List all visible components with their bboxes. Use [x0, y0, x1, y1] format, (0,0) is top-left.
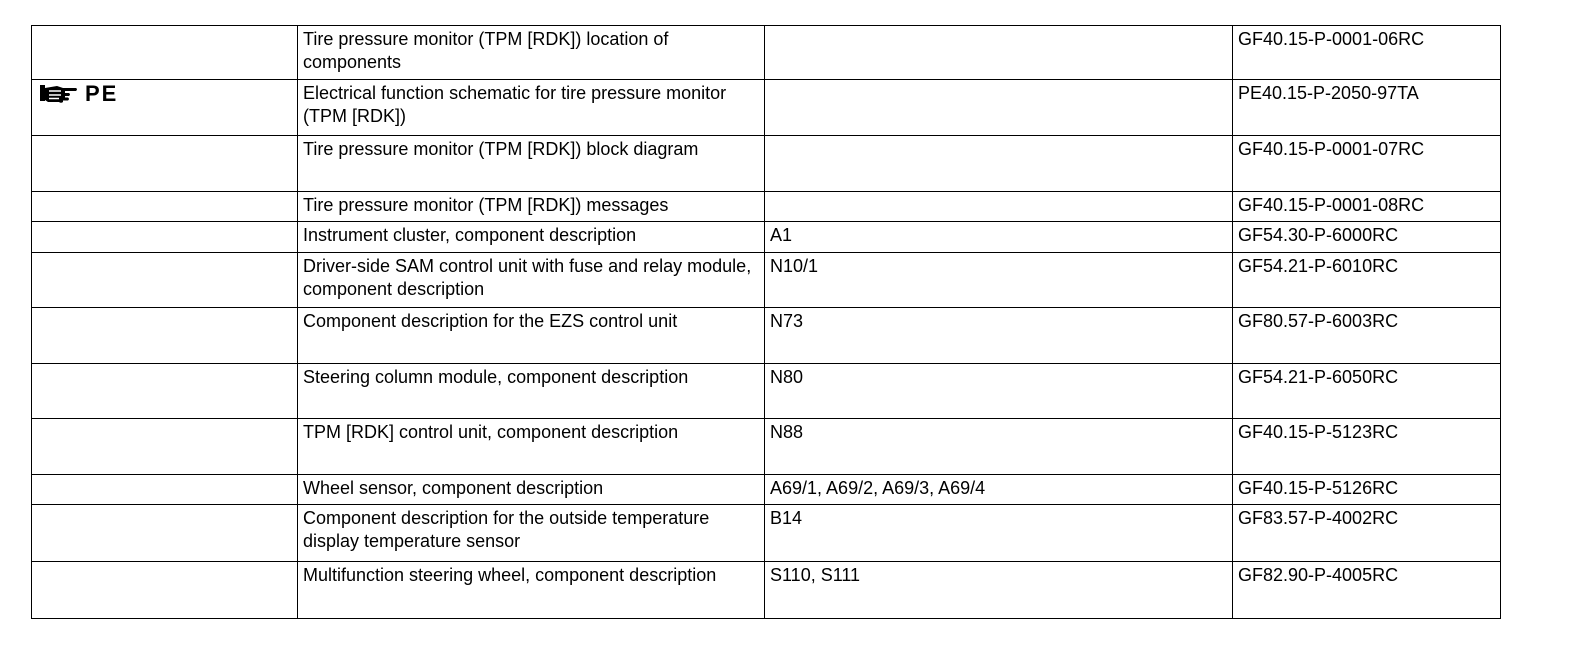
document-cell[interactable]: GF54.21-P-6010RC	[1233, 253, 1501, 308]
document-cell[interactable]: GF40.15-P-5123RC	[1233, 419, 1501, 475]
marker-cell	[32, 253, 298, 308]
table-row	[32, 475, 1501, 505]
marker-cell	[32, 192, 298, 222]
marker-cell	[32, 419, 298, 475]
table-row	[32, 562, 1501, 619]
table-row	[32, 136, 1501, 192]
document-cell[interactable]: GF83.57-P-4002RC	[1233, 505, 1501, 562]
document-cell[interactable]: GF40.15-P-0001-08RC	[1233, 192, 1501, 222]
component-cell: N10/1	[765, 253, 1233, 308]
title-cell: Steering column module, component description	[298, 364, 765, 419]
document-cell[interactable]: GF40.15-P-0001-07RC	[1233, 136, 1501, 192]
marker-cell	[32, 562, 298, 619]
pe-marker[interactable]	[39, 83, 118, 105]
component-cell: B14	[765, 505, 1233, 562]
table-row	[32, 364, 1501, 419]
component-cell: N88	[765, 419, 1233, 475]
document-cell[interactable]: GF54.21-P-6050RC	[1233, 364, 1501, 419]
component-cell	[765, 136, 1233, 192]
document-reference-table	[31, 25, 1501, 619]
component-cell	[765, 26, 1233, 80]
title-cell: Instrument cluster, component description	[298, 222, 765, 253]
document-cell[interactable]: GF40.15-P-5126RC	[1233, 475, 1501, 505]
document-cell[interactable]: GF82.90-P-4005RC	[1233, 562, 1501, 619]
title-cell: Tire pressure monitor (TPM [RDK]) messages	[298, 192, 765, 222]
component-cell: N80	[765, 364, 1233, 419]
marker-cell	[32, 26, 298, 80]
title-cell: Multifunction steering wheel, component description	[298, 562, 765, 619]
marker-cell	[32, 136, 298, 192]
table-row	[32, 253, 1501, 308]
table-row	[32, 308, 1501, 364]
marker-cell	[32, 308, 298, 364]
document-cell[interactable]: PE40.15-P-2050-97TA	[1233, 80, 1501, 136]
table-row	[32, 419, 1501, 475]
component-cell: A1	[765, 222, 1233, 253]
title-cell: TPM [RDK] control unit, component description	[298, 419, 765, 475]
pointing-hand-icon	[39, 83, 79, 105]
title-cell: Driver-side SAM control unit with fuse and relay module, component description	[298, 253, 765, 308]
title-cell: Component description for the EZS control unit	[298, 308, 765, 364]
component-cell: A69/1, A69/2, A69/3, A69/4	[765, 475, 1233, 505]
component-cell	[765, 192, 1233, 222]
marker-cell	[32, 80, 298, 136]
marker-cell	[32, 222, 298, 253]
table-row	[32, 222, 1501, 253]
table-row	[32, 505, 1501, 562]
component-cell: S110, S111	[765, 562, 1233, 619]
title-cell: Component description for the outside temperature display temperature sensor	[298, 505, 765, 562]
title-cell: Tire pressure monitor (TPM [RDK]) location of components	[298, 26, 765, 80]
table-row	[32, 192, 1501, 222]
document-cell[interactable]: GF80.57-P-6003RC	[1233, 308, 1501, 364]
title-cell: Tire pressure monitor (TPM [RDK]) block diagram	[298, 136, 765, 192]
title-cell: Electrical function schematic for tire pressure monitor (TPM [RDK])	[298, 80, 765, 136]
marker-label: PE	[85, 81, 119, 106]
title-cell: Wheel sensor, component description	[298, 475, 765, 505]
document-cell[interactable]: GF40.15-P-0001-06RC	[1233, 26, 1501, 80]
document-cell[interactable]: GF54.30-P-6000RC	[1233, 222, 1501, 253]
table-row	[32, 26, 1501, 80]
table-row	[32, 80, 1501, 136]
marker-cell	[32, 475, 298, 505]
marker-cell	[32, 364, 298, 419]
component-cell	[765, 80, 1233, 136]
component-cell: N73	[765, 308, 1233, 364]
marker-cell	[32, 505, 298, 562]
